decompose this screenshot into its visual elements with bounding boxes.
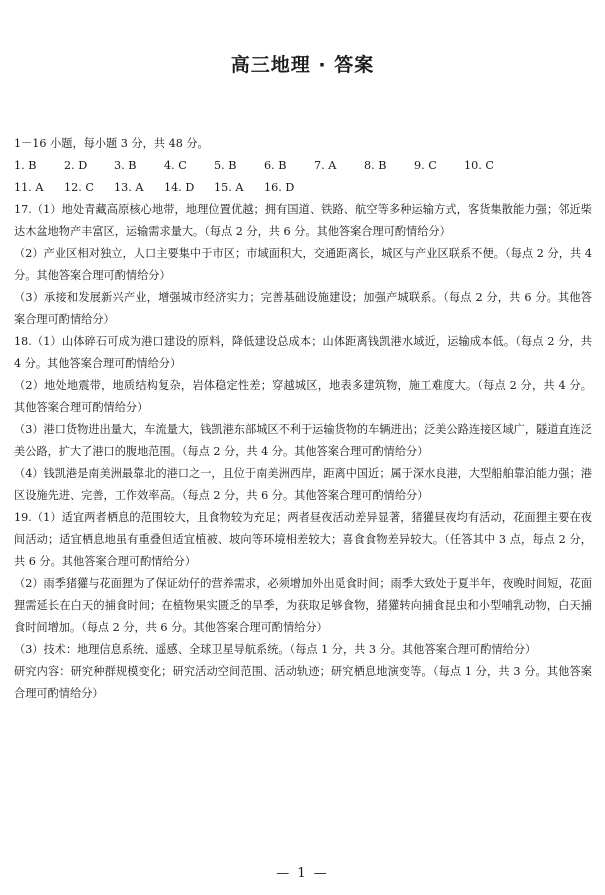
mc-answer-7: 7. A	[314, 159, 337, 172]
mc-answer-row-2	[14, 177, 592, 199]
mc-answer-12: 12. C	[64, 181, 94, 194]
answer-paragraph: （2）雨季猪獾与花面狸为了保证幼仔的营养需求，必须增加外出觅食时间；雨季大致处于夏半年，夜晚时间短，花面狸需延长在白天的捕食时间；在植物果实匮乏的旱季，为获取足够食物，猪獾转向捕食昆虫和小型哺乳动物，白天捕食时间增加。（每点 2 分，共 6 分。其他答案合理可酌情给分）	[14, 577, 592, 634]
mc-answers	[14, 155, 592, 199]
answer-paragraph: 18.（1）山体碎石可成为港口建设的原料，降低建设总成本；山体距离钱凯港水域近，运输成本低。（每点 2 分，共 4 分。其他答案合理可酌情给分）	[14, 335, 592, 370]
mc-answer-11: 11. A	[14, 181, 44, 194]
page-number: — 1 —	[276, 866, 329, 881]
answer-paragraph: （3）技术：地理信息系统、遥感、全球卫星导航系统。（每点 1 分，共 3 分。其他答案合理可酌情给分）	[14, 643, 537, 656]
answer-paragraph: 19.（1）适宜两者栖息的范围较大，且食物较为充足；两者昼夜活动差异显著，猪獾昼夜均有活动，花面狸主要在夜间活动；适宜栖息地虽有重叠但适宜植被、坡向等环境相差较大；喜食食物差异较大。（任答其中 3 点，每点 2 分，共 6 分。其他答案合理可酌情给分）	[14, 511, 592, 568]
mc-answer-2: 2. D	[64, 159, 88, 172]
question-18	[14, 331, 592, 507]
mc-answer-9: 9. C	[414, 159, 437, 172]
mc-answer-14: 14. D	[164, 181, 195, 194]
mc-answer-1: 1. B	[14, 159, 37, 172]
mc-answer-4: 4. C	[164, 159, 187, 172]
answer-paragraph: 17.（1）地处青藏高原核心地带，地理位置优越；拥有国道、铁路、航空等多种运输方式，客货集散能力强；邻近柴达木盆地物产丰富区，运输需求量大。（每点 2 分，共 6 分。其他答案合理可酌情给分）	[14, 203, 592, 238]
question-19	[14, 507, 592, 705]
answer-content	[14, 133, 592, 705]
answer-paragraph: （2）产业区相对独立，人口主要集中于市区；市域面积大，交通距离长，城区与产业区联系不便。（每点 2 分，共 4 分。其他答案合理可酌情给分）	[14, 247, 592, 282]
mc-answer-3: 3. B	[114, 159, 137, 172]
answer-paragraph: （2）地处地震带，地质结构复杂，岩体稳定性差；穿越城区，地表多建筑物，施工难度大。（每点 2 分，共 4 分。其他答案合理可酌情给分）	[14, 379, 592, 414]
page-title: 高三地理 · 答案	[230, 54, 375, 76]
mc-answer-10: 10. C	[464, 159, 494, 172]
answer-paragraph: （3）承接和发展新兴产业，增强城市经济实力；完善基础设施建设；加强产城联系。（每点 2 分，共 6 分。其他答案合理可酌情给分）	[14, 291, 592, 326]
answer-paragraph: 研究内容：研究种群规模变化；研究活动空间范围、活动轨迹；研究栖息地演变等。（每点 1 分，共 3 分。其他答案合理可酌情给分）	[14, 665, 592, 700]
mc-answer-5: 5. B	[214, 159, 237, 172]
answer-paragraph: （4）钱凯港是南美洲最靠北的港口之一，且位于南美洲西岸，距离中国近；属于深水良港，大型船舶靠泊能力强；港区设施先进、完善，工作效率高。（每点 2 分，共 6 分。其他答案合理可酌情给分）	[14, 467, 592, 502]
mc-intro: 1－16 小题，每小题 3 分，共 48 分。	[14, 137, 209, 150]
mc-answer-13: 13. A	[114, 181, 144, 194]
answer-paragraph: （3）港口货物进出量大，车流量大，钱凯港东部城区不利于运输货物的车辆进出；泛美公路连接区域广，隧道直连泛美公路，扩大了港口的腹地范围。（每点 2 分，共 4 分。其他答案合理可酌情给分）	[14, 423, 592, 458]
mc-answer-8: 8. B	[364, 159, 387, 172]
question-17	[14, 199, 592, 331]
mc-answer-6: 6. B	[264, 159, 287, 172]
mc-answer-15: 15. A	[214, 181, 244, 194]
mc-answer-16: 16. D	[264, 181, 295, 194]
mc-answer-row-1	[14, 155, 592, 177]
